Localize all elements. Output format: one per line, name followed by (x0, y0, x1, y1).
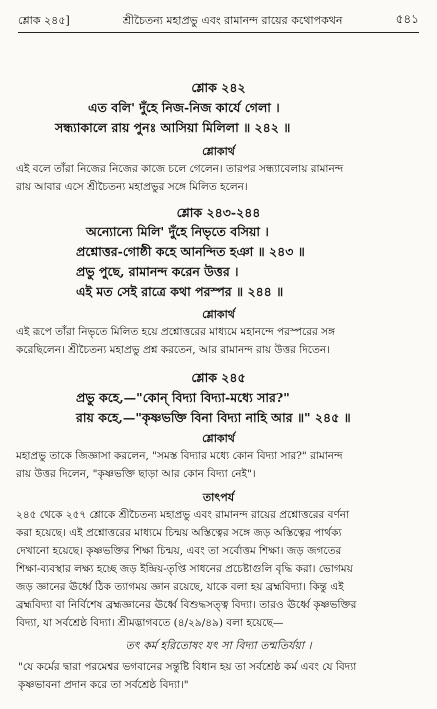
verse-line: প্রভু কহে,—"কোন্ বিদ্যা বিদ্যা-মধ্যে সার?" (76, 390, 290, 405)
paragraph-line: বিদ্যা, যা সর্বশ্রেষ্ঠ বিদ্যা। শ্রীমদ্ভাগবতে (৪/২৯/৪৯) বলা হয়েছে— (16, 617, 284, 629)
paragraph-line: এই বলে তাঁরা নিজের নিজের কাজে চলে গেলেন। তারপর সন্ধ্যাবেলায় রামানন্দ (16, 163, 344, 175)
paragraph-line: জড় জ্ঞানের ঊর্ধ্বে ঠিক ত্যাগময় জ্ঞান রয়েছে, যাকে বলা হয় ব্রহ্মবিদ্যা। কিন্তু এই (16, 581, 344, 593)
verse-text-242 (0, 98, 437, 138)
paragraph-line: করা হয়েছে। এই প্রশ্নোত্তরের মাধ্যমে চিন্ময় অস্তিত্বের সঙ্গে জড় অস্তিত্বের পার্থক্য (16, 527, 342, 539)
quote-line: "যে কর্মের দ্বারা পরমেশ্বর ভগবানের সন্তুষ্টি বিধান হয় তা সর্বশ্রেষ্ঠ কর্ম এবং যে বিদ্যা (18, 661, 357, 673)
sanskrit-quote: তৎ কর্ম হরিতোষং যৎ সা বিদ্যা তন্মতির্যয়া । (125, 639, 312, 652)
paragraph-line: শিক্ষা-ব্যবস্থার লক্ষ্য হচ্ছে জড় ইন্দ্রিয়-তৃপ্তি সাধনের প্রচেষ্টাগুলি বৃদ্ধি করা। ভোগময় (16, 563, 353, 575)
quote-translation (18, 658, 418, 694)
translation-text-245 (16, 447, 421, 483)
verse-line: সন্ধ্যাকালে রায় পুনঃ আসিয়া মিলিলা ॥ ২৪২ ॥ (55, 120, 291, 135)
paragraph-line: রায় আবার এসে শ্রীচৈতন্য মহাপ্রভুর সঙ্গে মিলিত হলেন। (16, 181, 248, 193)
paragraph-line: মহাপ্রভু তাকে জিজ্ঞাসা করলেন, "সমস্ত বিদ্যার মধ্যে কোন বিদ্যা সার?" রামানন্দ (16, 450, 343, 462)
paragraph-line: ব্রহ্মবিদ্যা বা নির্বিশেষ ব্রহ্মজ্ঞানের ঊর্ধ্বে বিশুদ্ধসত্ত্ব বিদ্যা। তারও ঊর্ধ্বে কৃষ্ণভক্তির (16, 599, 357, 611)
header-verse-ref: শ্লোক ২৪৫] (18, 13, 70, 27)
translation-text-243 (16, 323, 421, 359)
verse-heading-245: শ্লোক ২৪৫ (191, 370, 246, 385)
running-header (18, 10, 419, 33)
paragraph-line: রায় উত্তর দিলেন, "কৃষ্ণভক্তি ছাড়া আর কোন বিদ্যা নেই"। (16, 468, 256, 480)
translation-heading-245: শ্লোকার্থ (202, 432, 235, 445)
purport-heading: তাৎপর্য (202, 491, 235, 504)
header-chapter-title: শ্রীচৈতন্য মহাপ্রভু এবং রামানন্দ রায়ের কথোপকথন (122, 13, 343, 27)
verse-line: এত বলি' দুঁহে নিজ-নিজ কার্যে গেলা । (88, 100, 280, 115)
verse-line: এই মত সেই রাত্রে কথা পরস্পর ॥ ২৪৪ ॥ (76, 284, 284, 299)
verse-line: প্রশ্নোত্তর-গোষ্ঠী কহে আনন্দিত হঞা ॥ ২৪৩ ॥ (76, 244, 305, 259)
paragraph-line: করেছিলেন। শ্রীচৈতন্য মহাপ্রভু প্রশ্ন করতেন, আর রামানন্দ রায় উত্তর দিতেন। (16, 344, 330, 356)
translation-heading-242: শ্লোকার্থ (202, 145, 235, 158)
verse-line: অন্যোন্যে মিলি' দুঁহে নিভৃতে বসিয়া । (86, 224, 269, 239)
verse-text-245 (0, 388, 437, 428)
purport-text (16, 506, 421, 632)
quote-line: কৃষ্ণভাবনা প্রদান করে তা সর্বশ্রেষ্ঠ বিদ্যা।" (18, 679, 189, 691)
verse-text-243 (0, 222, 437, 302)
paragraph-line: দেখানো হয়েছে। কৃষ্ণভক্তির শিক্ষা চিন্ময়, এবং তা সর্বোত্তম শিক্ষা। জড় জগতের (16, 545, 342, 557)
paragraph-line: ২৪৫ থেকে ২৫৭ শ্লোকে শ্রীচৈতন্য মহাপ্রভু এবং রামানন্দ রায়ের প্রশ্নোত্তরের বর্ণনা (16, 509, 350, 521)
paragraph-line: এই রূপে তাঁরা নিভৃতে মিলিত হয়ে প্রশ্নোত্তরের মাধ্যমে মহানন্দে পরস্পরের সঙ্গ (16, 326, 335, 338)
verse-heading-242: শ্লোক ২৪২ (191, 80, 246, 95)
page-number: ৫৪১ (395, 12, 419, 26)
translation-text-242 (16, 160, 421, 196)
verse-heading-243: শ্লোক ২৪৩-২৪৪ (176, 205, 261, 220)
verse-line: প্রভু পুছে, রামানন্দ করেন উত্তর । (76, 264, 239, 279)
translation-heading-243: শ্লোকার্থ (202, 308, 235, 321)
verse-line: রায় কহে,—"কৃষ্ণভক্তি বিনা বিদ্যা নাহি আর ॥" ২৪৫ ॥ (76, 410, 351, 425)
